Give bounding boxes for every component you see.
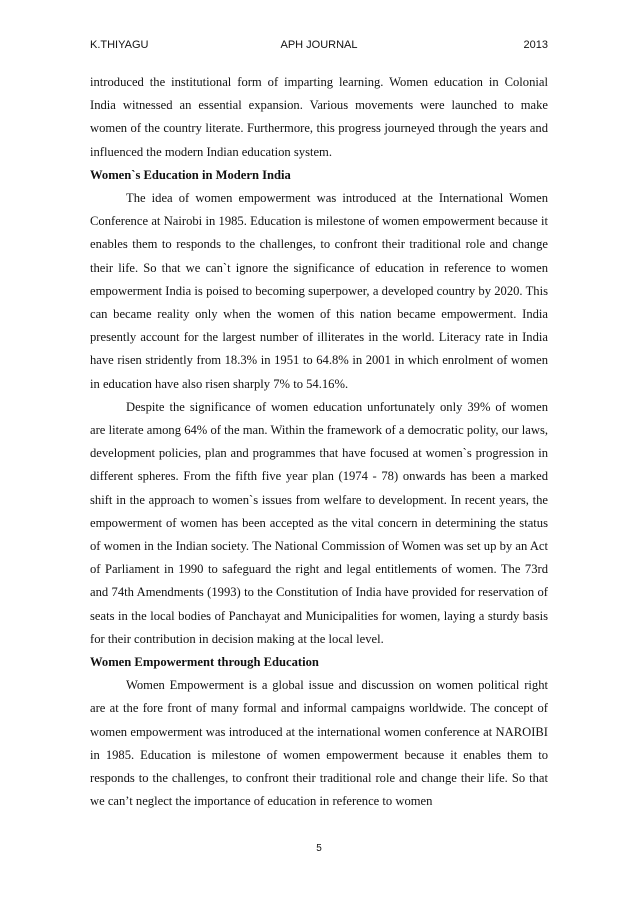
article-body [90, 71, 548, 814]
section-heading-modern-india: Women`s Education in Modern India [90, 167, 291, 182]
paragraph-continuation: introduced the institutional form of imparting learning. Women education in Colonial India witnessed an essential expansion. Various movements were launched to make women of the country literate. Furthermore, this progress journeyed through the years and influenced the modern Indian education system. [90, 75, 548, 159]
page-number: 5 [316, 843, 322, 854]
header-year: 2013 [523, 39, 548, 51]
section-heading-empowerment-education: Women Empowerment through Education [90, 655, 319, 670]
paragraph-literacy-significance: Despite the significance of women education unfortunately only 39% of women are literate among 64% of the man. Within the framework of a democratic polity, our laws, development policies, plan and programmes that have focused at women`s progression in different spheres. From the fifth five year plan (1974 - 78) onwards has been a marked shift in the approach to women`s issues from welfare to development. In recent years, the empowerment of women has been accepted as the vital concern in determining the status of women in the Indian society. The National Commission of Women was set up by an Act of Parliament in 1990 to safeguard the right and legal entitlements of women. The 73rd and 74th Amendments (1993) to the Constitution of India have provided for reservation of seats in the local bodies of Panchayat and Municipalities for women, laying a sturdy basis for their contribution in decision making at the local level. [90, 399, 548, 646]
header-author: K.THIYAGU [90, 39, 149, 51]
paragraph-global-issue: Women Empowerment is a global issue and discussion on women political right are at the fore front of many formal and informal campaigns worldwide. The concept of women empowerment was introduced at the international women conference at NAROIBI in 1985. Education is milestone of women empowerment because it enables them to responds to the challenges, to confront their traditional role and change their life. So that we can’t neglect the importance of education in reference to women [90, 678, 548, 809]
paragraph-empowerment-idea: The idea of women empowerment was introduced at the International Women Conference at Nairobi in 1985. Education is milestone of women empowerment because it enables them to responds to the challenges, to confront their traditional role and change their life. So that we can`t ignore the significance of education in reference to women empowerment India is poised to becoming superpower, a developed country by 2020. This can became reality only when the women of this nation became empowerment. India presently account for the largest number of illiterates in the world. Literacy rate in India have risen stridently from 18.3% in 1951 to 64.8% in 2001 in which enrolment of women in education have also risen sharply 7% to 54.16%. [90, 191, 548, 391]
header-journal: APH JOURNAL [280, 39, 358, 51]
page-header [90, 39, 548, 55]
